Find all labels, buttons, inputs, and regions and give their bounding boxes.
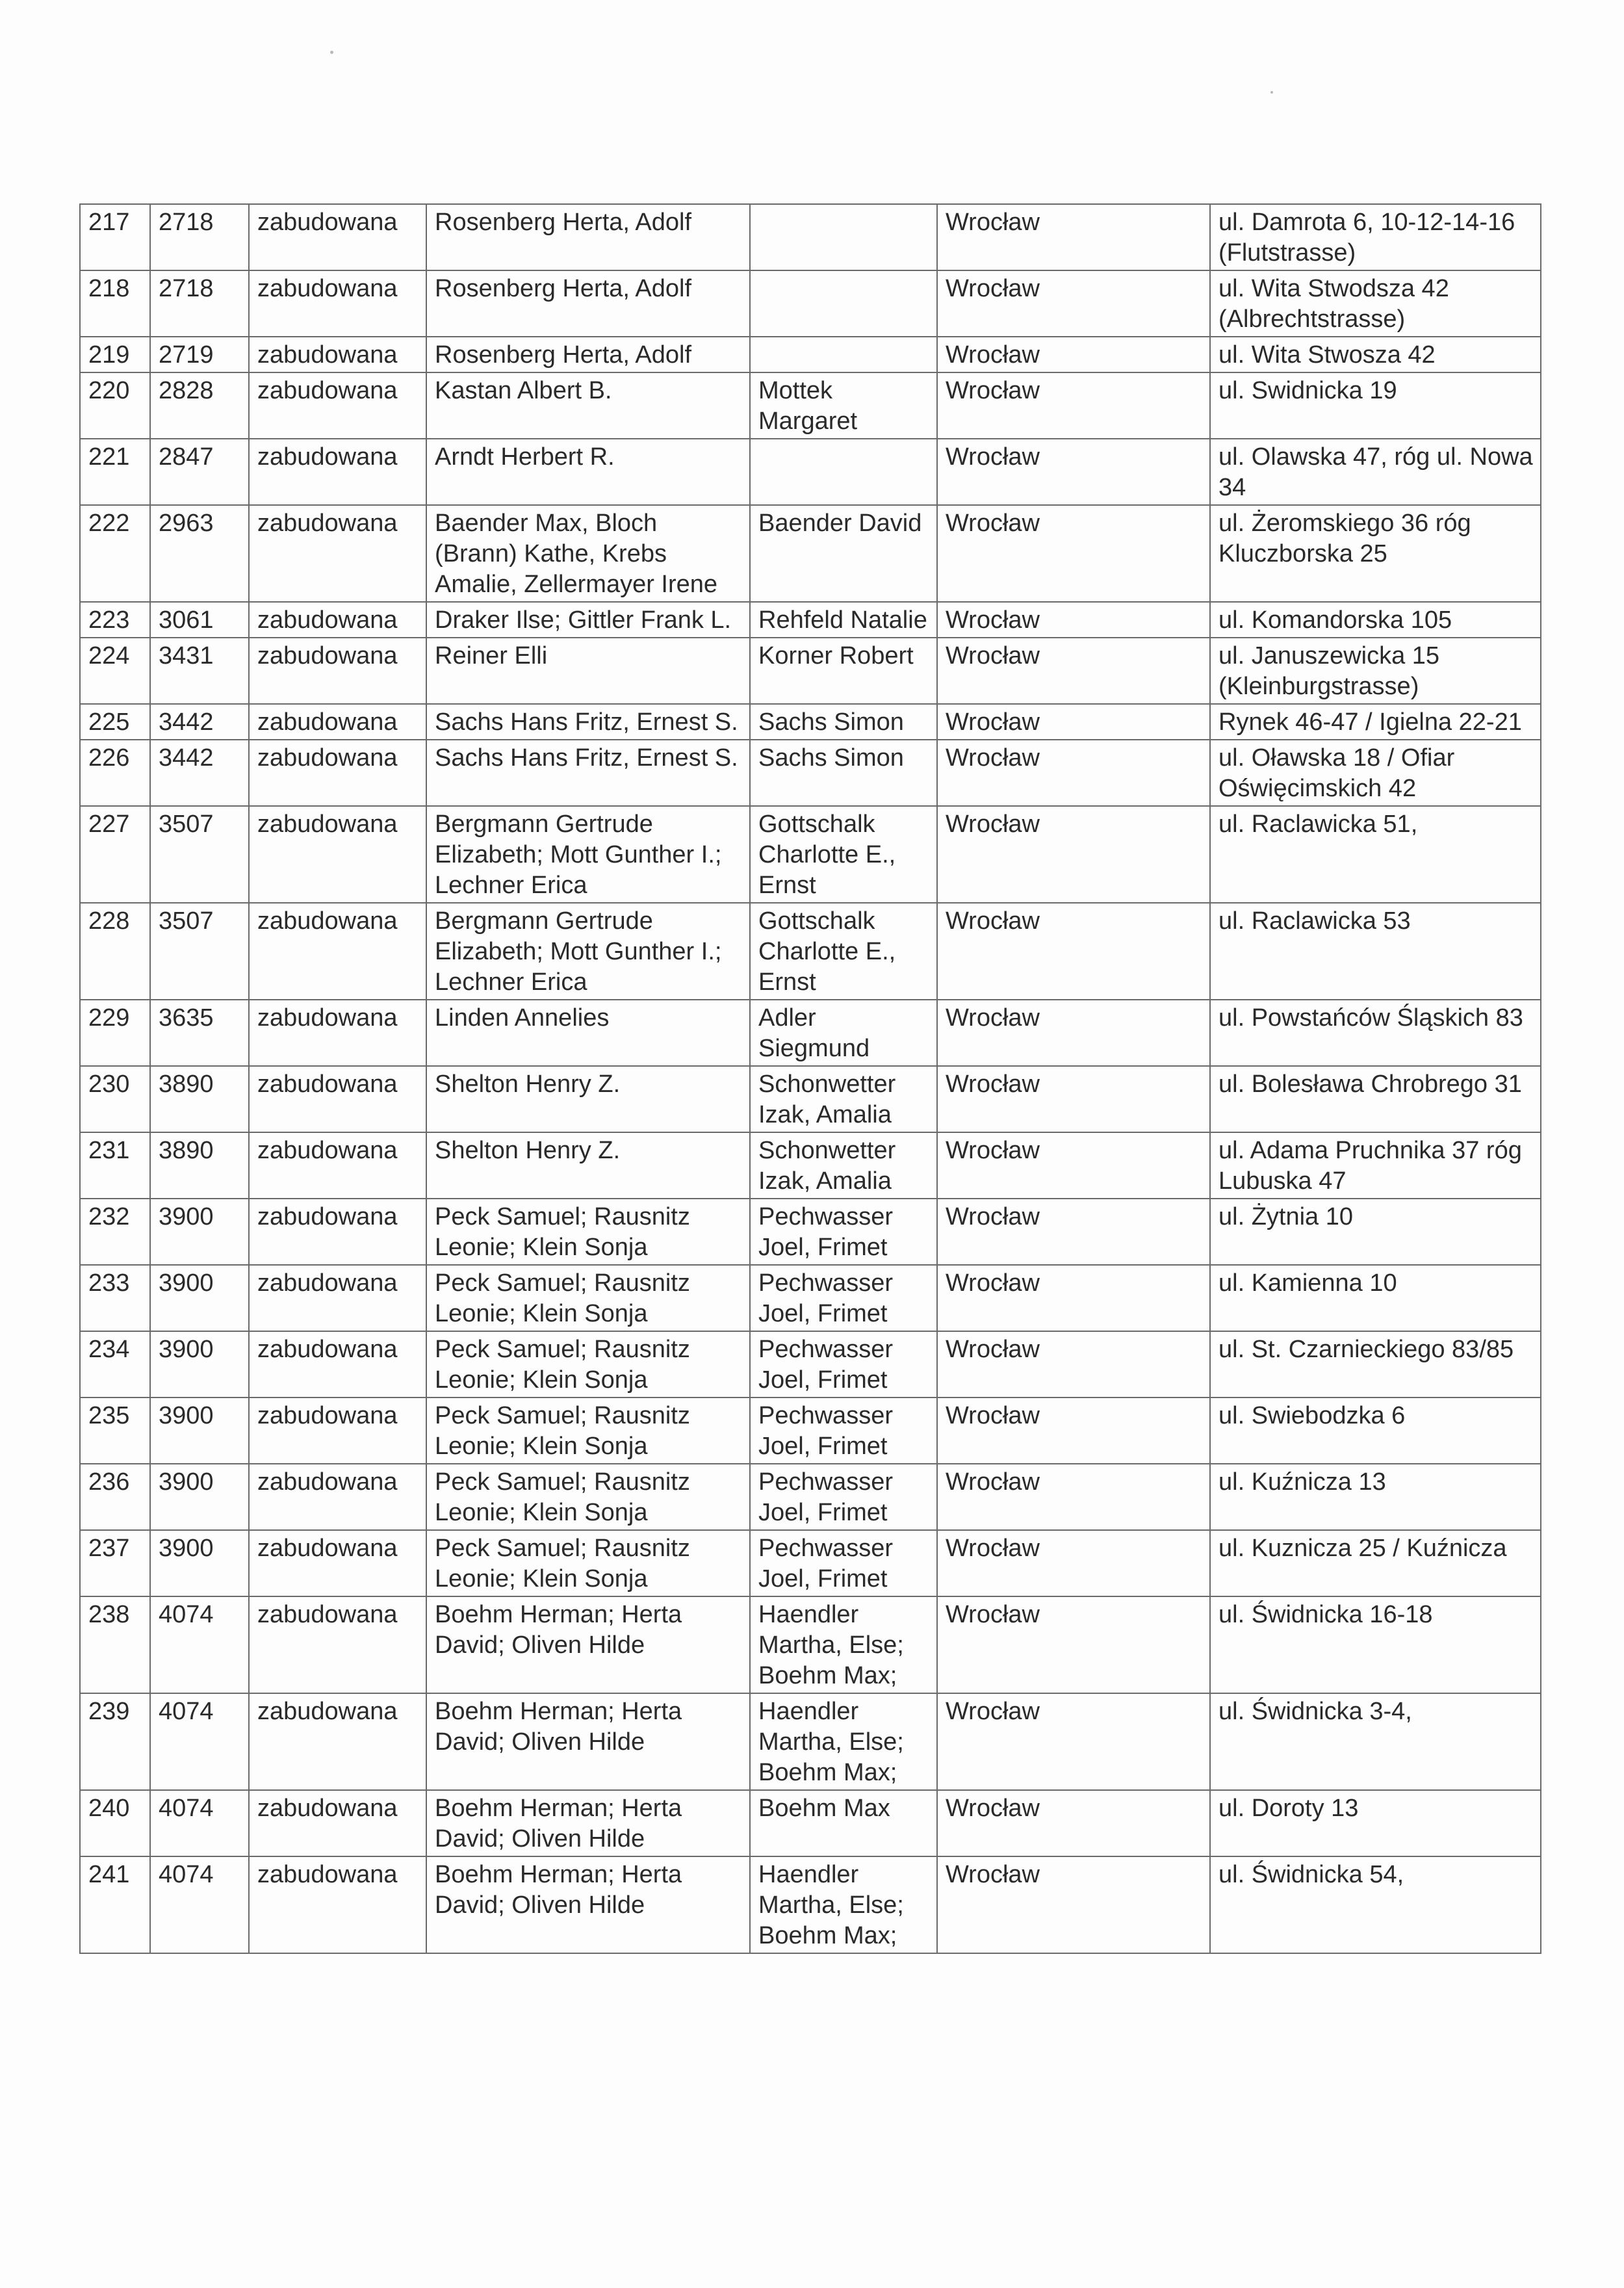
address-cell: ul. Olawska 47, róg ul. Nowa 34 [1210,439,1541,505]
city-cell: Wrocław [937,1856,1210,1953]
address-cell: ul. Doroty 13 [1210,1790,1541,1856]
records-body [80,204,1541,1953]
address-cell: ul. Bolesława Chrobrego 31 [1210,1066,1541,1132]
heir-cell: Haendler Martha, Else; Boehm Max; [750,1856,937,1953]
lot-number-cell: 3442 [150,704,249,740]
city-cell: Wrocław [937,903,1210,1000]
lot-number-cell: 2718 [150,270,249,337]
row-number-cell: 236 [80,1464,150,1530]
property-type-cell: zabudowana [249,372,426,439]
address-cell: ul. Raclawicka 51, [1210,806,1541,903]
city-cell: Wrocław [937,1596,1210,1693]
owner-cell: Sachs Hans Fritz, Ernest S. [426,740,750,806]
lot-number-cell: 2828 [150,372,249,439]
property-type-cell: zabudowana [249,1265,426,1331]
owner-cell: Peck Samuel; Rausnitz Leonie; Klein Sonja [426,1398,750,1464]
city-cell: Wrocław [937,1066,1210,1132]
city-cell: Wrocław [937,372,1210,439]
heir-cell [750,337,937,372]
owner-cell: Peck Samuel; Rausnitz Leonie; Klein Sonja [426,1530,750,1596]
owner-cell: Boehm Herman; Herta David; Oliven Hilde [426,1790,750,1856]
heir-cell: Pechwasser Joel, Frimet [750,1265,937,1331]
table-row [80,1199,1541,1265]
address-cell: ul. Damrota 6, 10-12-14-16 (Flutstrasse) [1210,204,1541,270]
property-type-cell: zabudowana [249,1790,426,1856]
table-row [80,1856,1541,1953]
address-cell: ul. Wita Stwodsza 42 (Albrechtstrasse) [1210,270,1541,337]
city-cell: Wrocław [937,740,1210,806]
heir-cell: Korner Robert [750,638,937,704]
property-type-cell: zabudowana [249,270,426,337]
owner-cell: Rosenberg Herta, Adolf [426,204,750,270]
row-number-cell: 239 [80,1693,150,1790]
row-number-cell: 232 [80,1199,150,1265]
property-type-cell: zabudowana [249,806,426,903]
owner-cell: Shelton Henry Z. [426,1132,750,1199]
table-row [80,1398,1541,1464]
owner-cell: Rosenberg Herta, Adolf [426,337,750,372]
property-type-cell: zabudowana [249,740,426,806]
city-cell: Wrocław [937,1000,1210,1066]
table-row [80,1000,1541,1066]
lot-number-cell: 3061 [150,602,249,638]
city-cell: Wrocław [937,1132,1210,1199]
table-row [80,704,1541,740]
lot-number-cell: 3890 [150,1066,249,1132]
lot-number-cell: 4074 [150,1790,249,1856]
lot-number-cell: 2718 [150,204,249,270]
owner-cell: Kastan Albert B. [426,372,750,439]
address-cell: ul. St. Czarnieckiego 83/85 [1210,1331,1541,1398]
table-row [80,638,1541,704]
address-cell: Rynek 46-47 / Igielna 22-21 [1210,704,1541,740]
owner-cell: Rosenberg Herta, Adolf [426,270,750,337]
owner-cell: Peck Samuel; Rausnitz Leonie; Klein Sonja [426,1464,750,1530]
heir-cell: Gottschalk Charlotte E., Ernst [750,903,937,1000]
lot-number-cell: 3900 [150,1199,249,1265]
property-type-cell: zabudowana [249,1596,426,1693]
lot-number-cell: 2963 [150,505,249,602]
row-number-cell: 237 [80,1530,150,1596]
heir-cell: Pechwasser Joel, Frimet [750,1398,937,1464]
property-type-cell: zabudowana [249,638,426,704]
row-number-cell: 227 [80,806,150,903]
row-number-cell: 229 [80,1000,150,1066]
property-type-cell: zabudowana [249,1530,426,1596]
row-number-cell: 238 [80,1596,150,1693]
table-row [80,1790,1541,1856]
owner-cell: Sachs Hans Fritz, Ernest S. [426,704,750,740]
lot-number-cell: 4074 [150,1693,249,1790]
city-cell: Wrocław [937,1265,1210,1331]
city-cell: Wrocław [937,1693,1210,1790]
table-row [80,1265,1541,1331]
row-number-cell: 240 [80,1790,150,1856]
table-row [80,505,1541,602]
table-row [80,204,1541,270]
row-number-cell: 228 [80,903,150,1000]
owner-cell: Baender Max, Bloch (Brann) Kathe, Krebs Amalie, Zellermayer Irene [426,505,750,602]
row-number-cell: 233 [80,1265,150,1331]
heir-cell: Baender David [750,505,937,602]
property-type-cell: zabudowana [249,204,426,270]
address-cell: ul. Świdnicka 16-18 [1210,1596,1541,1693]
city-cell: Wrocław [937,1464,1210,1530]
row-number-cell: 234 [80,1331,150,1398]
table-row [80,439,1541,505]
heir-cell: Mottek Margaret [750,372,937,439]
address-cell: ul. Żeromskiego 36 róg Kluczborska 25 [1210,505,1541,602]
city-cell: Wrocław [937,602,1210,638]
lot-number-cell: 3507 [150,903,249,1000]
table-row [80,1331,1541,1398]
city-cell: Wrocław [937,1790,1210,1856]
address-cell: ul. Kuznicza 25 / Kuźnicza [1210,1530,1541,1596]
heir-cell: Pechwasser Joel, Frimet [750,1199,937,1265]
table-row [80,602,1541,638]
owner-cell: Boehm Herman; Herta David; Oliven Hilde [426,1596,750,1693]
address-cell: ul. Januszewicka 15 (Kleinburgstrasse) [1210,638,1541,704]
property-type-cell: zabudowana [249,337,426,372]
table-row [80,903,1541,1000]
property-type-cell: zabudowana [249,1132,426,1199]
lot-number-cell: 3900 [150,1398,249,1464]
city-cell: Wrocław [937,439,1210,505]
heir-cell: Boehm Max [750,1790,937,1856]
row-number-cell: 225 [80,704,150,740]
heir-cell [750,439,937,505]
heir-cell [750,204,937,270]
owner-cell: Shelton Henry Z. [426,1066,750,1132]
city-cell: Wrocław [937,1530,1210,1596]
table-row [80,1066,1541,1132]
property-type-cell: zabudowana [249,1464,426,1530]
heir-cell: Sachs Simon [750,740,937,806]
city-cell: Wrocław [937,505,1210,602]
row-number-cell: 224 [80,638,150,704]
table-row [80,1132,1541,1199]
address-cell: ul. Powstańców Śląskich 83 [1210,1000,1541,1066]
address-cell: ul. Oławska 18 / Ofiar Oświęcimskich 42 [1210,740,1541,806]
owner-cell: Boehm Herman; Herta David; Oliven Hilde [426,1693,750,1790]
property-type-cell: zabudowana [249,439,426,505]
property-type-cell: zabudowana [249,1693,426,1790]
address-cell: ul. Swiebodzka 6 [1210,1398,1541,1464]
property-type-cell: zabudowana [249,903,426,1000]
heir-cell [750,270,937,337]
row-number-cell: 218 [80,270,150,337]
city-cell: Wrocław [937,204,1210,270]
property-type-cell: zabudowana [249,505,426,602]
row-number-cell: 222 [80,505,150,602]
heir-cell: Schonwetter Izak, Amalia [750,1066,937,1132]
table-row [80,337,1541,372]
lot-number-cell: 3900 [150,1331,249,1398]
table-row [80,740,1541,806]
heir-cell: Pechwasser Joel, Frimet [750,1530,937,1596]
heir-cell: Haendler Martha, Else; Boehm Max; [750,1693,937,1790]
address-cell: ul. Swidnicka 19 [1210,372,1541,439]
lot-number-cell: 3900 [150,1265,249,1331]
address-cell: ul. Kuźnicza 13 [1210,1464,1541,1530]
address-cell: ul. Świdnicka 3-4, [1210,1693,1541,1790]
owner-cell: Peck Samuel; Rausnitz Leonie; Klein Sonja [426,1199,750,1265]
row-number-cell: 223 [80,602,150,638]
property-type-cell: zabudowana [249,1199,426,1265]
owner-cell: Draker Ilse; Gittler Frank L. [426,602,750,638]
row-number-cell: 226 [80,740,150,806]
address-cell: ul. Kamienna 10 [1210,1265,1541,1331]
table-row [80,806,1541,903]
address-cell: ul. Żytnia 10 [1210,1199,1541,1265]
heir-cell: Adler Siegmund [750,1000,937,1066]
heir-cell: Pechwasser Joel, Frimet [750,1464,937,1530]
scan-speck [1270,91,1273,94]
lot-number-cell: 3431 [150,638,249,704]
heir-cell: Schonwetter Izak, Amalia [750,1132,937,1199]
lot-number-cell: 3442 [150,740,249,806]
table-row [80,1530,1541,1596]
property-type-cell: zabudowana [249,1000,426,1066]
row-number-cell: 220 [80,372,150,439]
row-number-cell: 230 [80,1066,150,1132]
city-cell: Wrocław [937,1398,1210,1464]
row-number-cell: 217 [80,204,150,270]
heir-cell: Haendler Martha, Else; Boehm Max; [750,1596,937,1693]
lot-number-cell: 2847 [150,439,249,505]
owner-cell: Linden Annelies [426,1000,750,1066]
address-cell: ul. Adama Pruchnika 37 róg Lubuska 47 [1210,1132,1541,1199]
row-number-cell: 241 [80,1856,150,1953]
row-number-cell: 235 [80,1398,150,1464]
owner-cell: Bergmann Gertrude Elizabeth; Mott Gunther I.; Lechner Erica [426,806,750,903]
address-cell: ul. Komandorska 105 [1210,602,1541,638]
lot-number-cell: 3900 [150,1464,249,1530]
lot-number-cell: 4074 [150,1596,249,1693]
lot-number-cell: 3900 [150,1530,249,1596]
city-cell: Wrocław [937,1331,1210,1398]
address-cell: ul. Świdnicka 54, [1210,1856,1541,1953]
owner-cell: Arndt Herbert R. [426,439,750,505]
heir-cell: Gottschalk Charlotte E., Ernst [750,806,937,903]
owner-cell: Reiner Elli [426,638,750,704]
owner-cell: Peck Samuel; Rausnitz Leonie; Klein Sonja [426,1265,750,1331]
table-row [80,1693,1541,1790]
address-cell: ul. Raclawicka 53 [1210,903,1541,1000]
city-cell: Wrocław [937,337,1210,372]
city-cell: Wrocław [937,704,1210,740]
heir-cell: Pechwasser Joel, Frimet [750,1331,937,1398]
lot-number-cell: 2719 [150,337,249,372]
owner-cell: Bergmann Gertrude Elizabeth; Mott Gunther I.; Lechner Erica [426,903,750,1000]
table-row [80,1596,1541,1693]
scan-speck [330,51,333,54]
city-cell: Wrocław [937,638,1210,704]
lot-number-cell: 4074 [150,1856,249,1953]
property-type-cell: zabudowana [249,602,426,638]
property-type-cell: zabudowana [249,1398,426,1464]
heir-cell: Rehfeld Natalie [750,602,937,638]
address-cell: ul. Wita Stwosza 42 [1210,337,1541,372]
property-type-cell: zabudowana [249,1856,426,1953]
property-type-cell: zabudowana [249,1331,426,1398]
heir-cell: Sachs Simon [750,704,937,740]
city-cell: Wrocław [937,1199,1210,1265]
lot-number-cell: 3507 [150,806,249,903]
lot-number-cell: 3635 [150,1000,249,1066]
lot-number-cell: 3890 [150,1132,249,1199]
table-row [80,372,1541,439]
owner-cell: Boehm Herman; Herta David; Oliven Hilde [426,1856,750,1953]
records-table [79,203,1541,1954]
row-number-cell: 219 [80,337,150,372]
owner-cell: Peck Samuel; Rausnitz Leonie; Klein Sonja [426,1331,750,1398]
city-cell: Wrocław [937,806,1210,903]
row-number-cell: 221 [80,439,150,505]
row-number-cell: 231 [80,1132,150,1199]
city-cell: Wrocław [937,270,1210,337]
property-type-cell: zabudowana [249,704,426,740]
table-row [80,270,1541,337]
property-type-cell: zabudowana [249,1066,426,1132]
table-row [80,1464,1541,1530]
